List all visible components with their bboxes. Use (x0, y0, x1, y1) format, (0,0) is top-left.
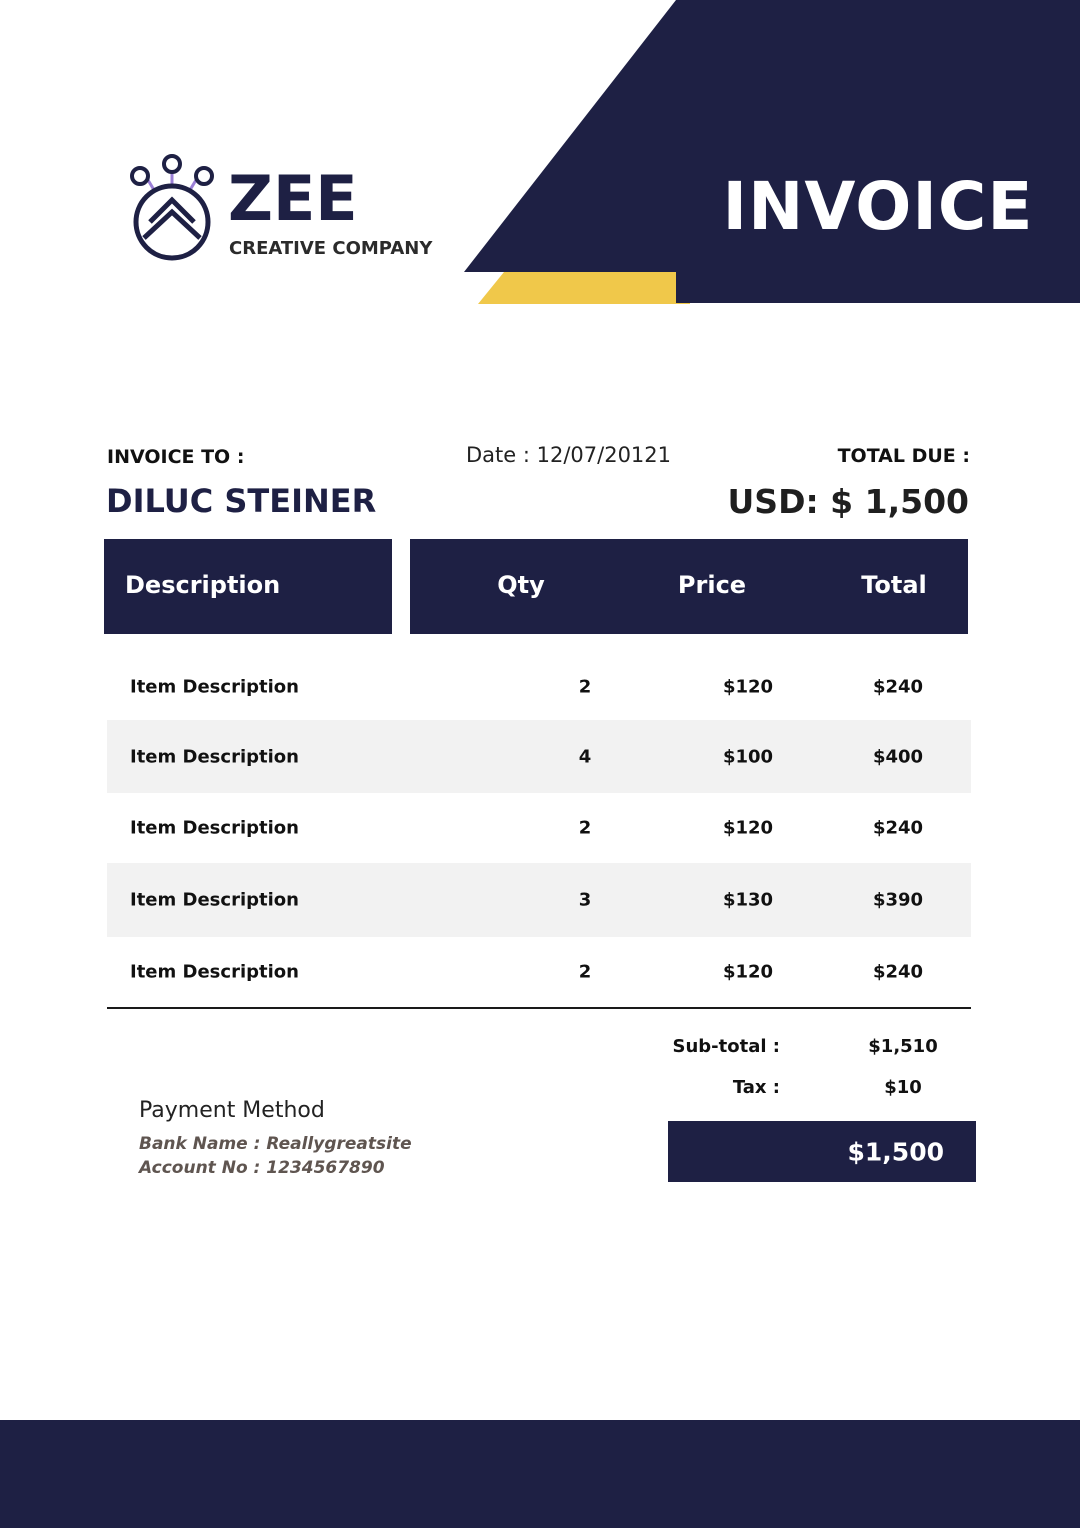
row-total: $240 (872, 961, 924, 983)
row-description: Item Description (130, 817, 299, 839)
row-qty: 3 (578, 889, 592, 911)
row-price: $100 (722, 746, 774, 767)
brand-tagline: CREATIVE COMPANY (229, 238, 433, 259)
navy-diagonal-panel (464, 0, 676, 272)
row-total: $240 (872, 817, 924, 839)
brand-name: ZEE (228, 162, 358, 235)
account-number: Account No : 1234567890 (139, 1158, 385, 1178)
table-row (107, 720, 971, 793)
invoice-title: INVOICE (722, 168, 1034, 245)
subtotal-value: $1,510 (868, 1036, 938, 1057)
column-header-description: Description (125, 571, 281, 599)
row-description: Item Description (130, 889, 299, 911)
table-row (107, 937, 971, 1007)
navy-title-panel (676, 0, 1080, 303)
invoice-date: Date : 12/07/20121 (466, 443, 672, 467)
table-row (107, 863, 971, 937)
column-header-total: Total (861, 571, 927, 599)
yellow-accent-stripe (478, 272, 690, 304)
row-description: Item Description (130, 746, 299, 767)
crown-chevron-logo-icon (124, 150, 220, 266)
invoice-to-label: INVOICE TO : (107, 446, 245, 468)
row-price: $120 (722, 817, 774, 839)
table-row (107, 652, 971, 722)
table-bottom-divider (107, 1007, 971, 1009)
footer-bar (0, 1420, 1080, 1528)
payment-method-title: Payment Method (139, 1098, 325, 1123)
row-total: $400 (872, 746, 924, 767)
tax-value: $10 (884, 1077, 922, 1098)
grand-total-value: $1,500 (847, 1137, 944, 1166)
table-row (107, 793, 971, 863)
row-total: $390 (872, 889, 924, 911)
total-due-label: TOTAL DUE : (837, 445, 970, 467)
column-header-qty: Qty (497, 571, 545, 599)
client-name: DILUC STEINER (106, 482, 377, 520)
subtotal-label: Sub-total : (672, 1036, 780, 1057)
row-qty: 2 (578, 961, 592, 983)
row-description: Item Description (130, 961, 299, 983)
column-header-price: Price (677, 571, 747, 599)
row-qty: 2 (578, 676, 592, 698)
row-price: $130 (722, 889, 774, 911)
row-total: $240 (872, 676, 924, 698)
grand-total-box (668, 1121, 976, 1182)
row-price: $120 (722, 676, 774, 698)
tax-label: Tax : (732, 1077, 780, 1098)
row-description: Item Description (130, 676, 299, 698)
row-qty: 4 (578, 746, 592, 767)
row-qty: 2 (578, 817, 592, 839)
total-due-amount: USD: $ 1,500 (727, 482, 969, 521)
row-price: $120 (722, 961, 774, 983)
bank-name: Bank Name : Reallygreatsite (139, 1134, 412, 1154)
